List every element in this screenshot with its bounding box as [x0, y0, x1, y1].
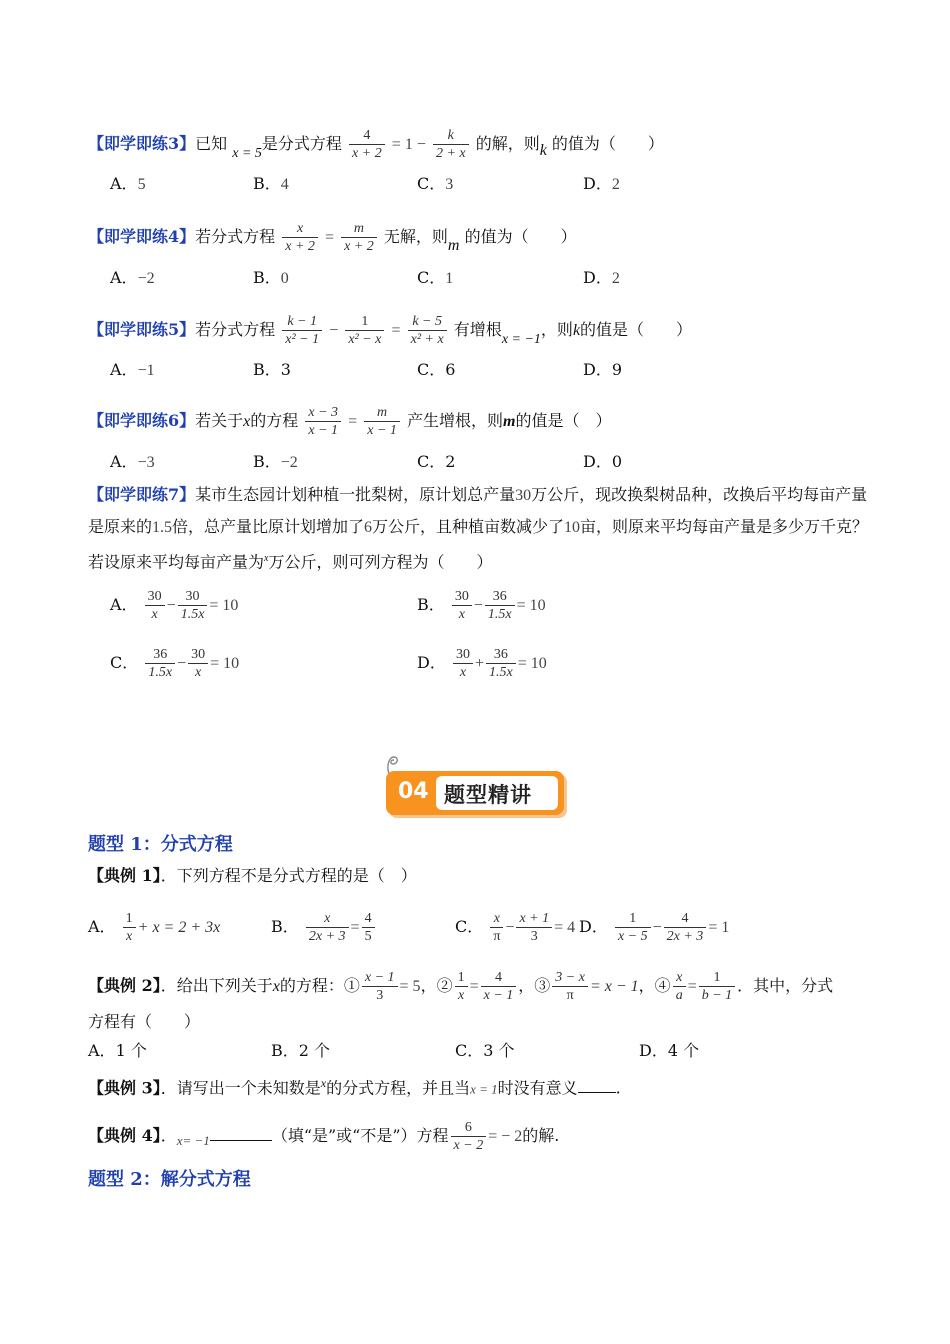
option-b[interactable]: B．−2: [253, 452, 298, 471]
example-1-options: [88, 900, 888, 944]
option-a[interactable]: A． $\frac{1}{x}$ + x = 2 + 3x: [88, 911, 221, 944]
practice-4-stem: 【即学即练4】若分式方程 $\frac{x}{x + 2}$ = $\frac{m}{x + 2}$ 无解，则m 的值为（ ）: [88, 221, 577, 254]
example-4-stem: 【典例 4】．$_{x= -1}$ （填“是”或“不是”）方程 $\frac{6}{x - 2}$ = − 2的解.: [88, 1120, 560, 1153]
banner-number: 04: [398, 779, 429, 804]
option-c[interactable]: C．3 个: [455, 1041, 515, 1060]
option-d[interactable]: D．2: [583, 174, 620, 193]
example-2-line2: 方程有（ ）: [88, 1012, 201, 1031]
answer-blank[interactable]: [578, 1078, 616, 1093]
practice-7-options-row1: [110, 578, 870, 622]
practice-3-options: [110, 172, 870, 196]
option-a[interactable]: A． $\frac{30}{x}$ − $\frac{30}{1.5x}$ = 10: [110, 589, 239, 622]
option-d[interactable]: D． $\frac{1}{x - 5}$ − $\frac{4}{2x + 3}$ = 1: [579, 911, 730, 944]
example-1-stem: 【典例 1】．下列方程不是分式方程的是（ ）: [88, 866, 417, 885]
option-b[interactable]: B．2 个: [271, 1041, 331, 1060]
option-c[interactable]: C．3: [417, 174, 454, 193]
option-b[interactable]: B．4: [253, 174, 289, 193]
banner-title: 题型精讲: [444, 783, 532, 807]
type1-heading: 题型 1：分式方程: [88, 834, 233, 855]
practice-6-stem: 【即学即练6】若关于x的方程 $\frac{x - 3}{x - 1}$ = $\frac{m}{x - 1}$ 产生增根，则m的值是（ ）: [88, 405, 612, 438]
option-d[interactable]: D．0: [583, 452, 623, 471]
option-b[interactable]: B． $\frac{30}{x}$ − $\frac{36}{1.5x}$ = 10: [417, 589, 546, 622]
option-a[interactable]: A．1 个: [88, 1041, 147, 1060]
option-c[interactable]: C．2: [417, 452, 456, 471]
practice-4-options: [110, 266, 870, 290]
option-a[interactable]: A．−2: [110, 268, 155, 287]
option-a[interactable]: A．−3: [110, 452, 155, 471]
option-c[interactable]: C．1: [417, 268, 454, 287]
option-d[interactable]: D．2: [583, 268, 620, 287]
example-2-stem: 【典例 2】．给出下列关于x的方程：① $\frac{x - 1}{3}$ = 5，② $\frac{1}{x}$ = $\frac{4}{x - 1}$ ，③ $\frac{3 - x}{\pi}$ = x − 1，④ $\frac{x}{a}$ = $\frac{1}{b - 1}$ ．其中，分式: [88, 970, 834, 1003]
example-2-options: [88, 1039, 888, 1063]
option-d[interactable]: D．9: [583, 360, 623, 379]
practice-7-stem: 【即学即练7】某市生态园计划种植一批梨树，原计划总产量30万公斤，现改换梨树品种，改换后平均每亩产量是原来的1.5倍，总产量比原计划增加了6万公斤，且种植亩数减少了10亩，则原来平均每亩产量是多少万千克？若设原来平均每亩产量为$^x$万公斤，则可列方程为（ ）: [88, 485, 869, 572]
option-b[interactable]: B．3: [253, 360, 291, 379]
practice-5-stem: 【即学即练5】若分式方程 $\frac{k - 1}{\text{x² − 1}}$ − $\frac{1}{\text{x² − x}}$ = $\frac{k - 5}{\text{x² + x}}$ 有增根x = −1，则k的值是（ ）: [88, 314, 693, 347]
practice-5-options: [110, 358, 870, 382]
option-d[interactable]: D． $\frac{30}{x}$ + $\frac{36}{1.5x}$ = 10: [417, 647, 547, 680]
option-c[interactable]: C． $\frac{x}{\pi}$ − $\frac{x + 1}{3}$ = 4: [455, 911, 576, 944]
option-b[interactable]: B．0: [253, 268, 289, 287]
option-c[interactable]: C． $\frac{36}{1.5x}$ − $\frac{30}{x}$ = 10: [110, 647, 240, 680]
option-d[interactable]: D．4 个: [639, 1041, 700, 1060]
option-b[interactable]: B． $\frac{x}{2x + 3}$ = $\frac{4}{5}$: [271, 910, 377, 945]
practice-6-options: [110, 450, 870, 474]
option-a[interactable]: A．5: [110, 174, 146, 193]
example-3-stem: 【典例 3】．请写出一个未知数是$^x$的分式方程，并且当x = 1时没有意义 .: [88, 1076, 621, 1098]
section-banner: [384, 769, 566, 817]
practice-3-stem: 【即学即练3】已知 x = 5是分式方程 $\frac{4}{x + 2}$ = 1 − $\frac{k}{2 + x}$ 的解，则k 的值为（ ）: [88, 128, 664, 161]
option-a[interactable]: A．−1: [110, 360, 155, 379]
type2-heading: 题型 2：解分式方程: [88, 1169, 251, 1190]
answer-blank[interactable]: [210, 1126, 272, 1141]
practice-7-options-row2: [110, 636, 870, 680]
option-c[interactable]: C．6: [417, 360, 456, 379]
